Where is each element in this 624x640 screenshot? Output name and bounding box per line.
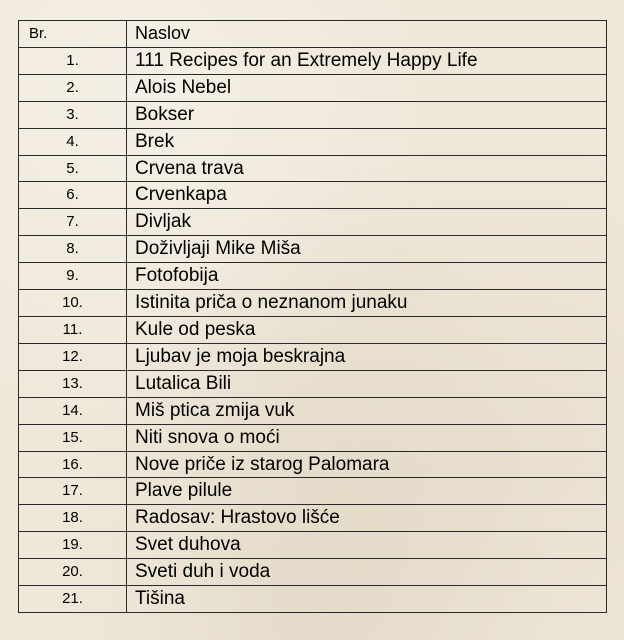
row-number: 21. bbox=[19, 586, 127, 613]
row-title: Lutalica Bili bbox=[127, 370, 607, 397]
title-table bbox=[18, 20, 607, 613]
table-row bbox=[19, 316, 607, 343]
row-number: 17. bbox=[19, 478, 127, 505]
row-title: Sveti duh i voda bbox=[127, 559, 607, 586]
row-number: 2. bbox=[19, 74, 127, 101]
title-column-header: Naslov bbox=[127, 21, 607, 48]
table-row bbox=[19, 586, 607, 613]
table-row bbox=[19, 128, 607, 155]
table-row bbox=[19, 478, 607, 505]
row-title: Fotofobija bbox=[127, 263, 607, 290]
row-title: Crvenkapa bbox=[127, 182, 607, 209]
row-number: 14. bbox=[19, 397, 127, 424]
row-number: 9. bbox=[19, 263, 127, 290]
table-row bbox=[19, 263, 607, 290]
row-title: Doživljaji Mike Miša bbox=[127, 236, 607, 263]
row-title: Kule od peska bbox=[127, 316, 607, 343]
row-title: Radosav: Hrastovo lišće bbox=[127, 505, 607, 532]
row-number: 3. bbox=[19, 101, 127, 128]
table-row bbox=[19, 290, 607, 317]
row-title: Istinita priča o neznanom junaku bbox=[127, 290, 607, 317]
table-row bbox=[19, 397, 607, 424]
row-number: 12. bbox=[19, 343, 127, 370]
table-body bbox=[19, 47, 607, 612]
row-number: 18. bbox=[19, 505, 127, 532]
table-row bbox=[19, 451, 607, 478]
number-column-header: Br. bbox=[19, 21, 127, 48]
row-title: Ljubav je moja beskrajna bbox=[127, 343, 607, 370]
row-number: 1. bbox=[19, 47, 127, 74]
row-number: 6. bbox=[19, 182, 127, 209]
row-title: Tišina bbox=[127, 586, 607, 613]
table-row bbox=[19, 101, 607, 128]
row-title: Miš ptica zmija vuk bbox=[127, 397, 607, 424]
table-row bbox=[19, 343, 607, 370]
table-row bbox=[19, 236, 607, 263]
row-title: Crvena trava bbox=[127, 155, 607, 182]
row-title: Svet duhova bbox=[127, 532, 607, 559]
table-row bbox=[19, 370, 607, 397]
table-row bbox=[19, 182, 607, 209]
row-number: 7. bbox=[19, 209, 127, 236]
row-number: 13. bbox=[19, 370, 127, 397]
table-row bbox=[19, 155, 607, 182]
table-row bbox=[19, 532, 607, 559]
document-sheet bbox=[18, 20, 607, 613]
row-title: 111 Recipes for an Extremely Happy Life bbox=[127, 47, 607, 74]
row-title: Divljak bbox=[127, 209, 607, 236]
row-number: 4. bbox=[19, 128, 127, 155]
table-row bbox=[19, 559, 607, 586]
row-title: Alois Nebel bbox=[127, 74, 607, 101]
row-number: 15. bbox=[19, 424, 127, 451]
row-number: 5. bbox=[19, 155, 127, 182]
row-title: Niti snova o moći bbox=[127, 424, 607, 451]
row-number: 11. bbox=[19, 316, 127, 343]
table-row bbox=[19, 47, 607, 74]
row-title: Brek bbox=[127, 128, 607, 155]
table-row bbox=[19, 424, 607, 451]
row-number: 20. bbox=[19, 559, 127, 586]
row-number: 19. bbox=[19, 532, 127, 559]
table-row bbox=[19, 74, 607, 101]
row-title: Nove priče iz starog Palomara bbox=[127, 451, 607, 478]
row-number: 10. bbox=[19, 290, 127, 317]
row-title: Plave pilule bbox=[127, 478, 607, 505]
row-number: 16. bbox=[19, 451, 127, 478]
row-title: Bokser bbox=[127, 101, 607, 128]
table-row bbox=[19, 209, 607, 236]
table-row bbox=[19, 505, 607, 532]
row-number: 8. bbox=[19, 236, 127, 263]
header-row bbox=[19, 21, 607, 48]
